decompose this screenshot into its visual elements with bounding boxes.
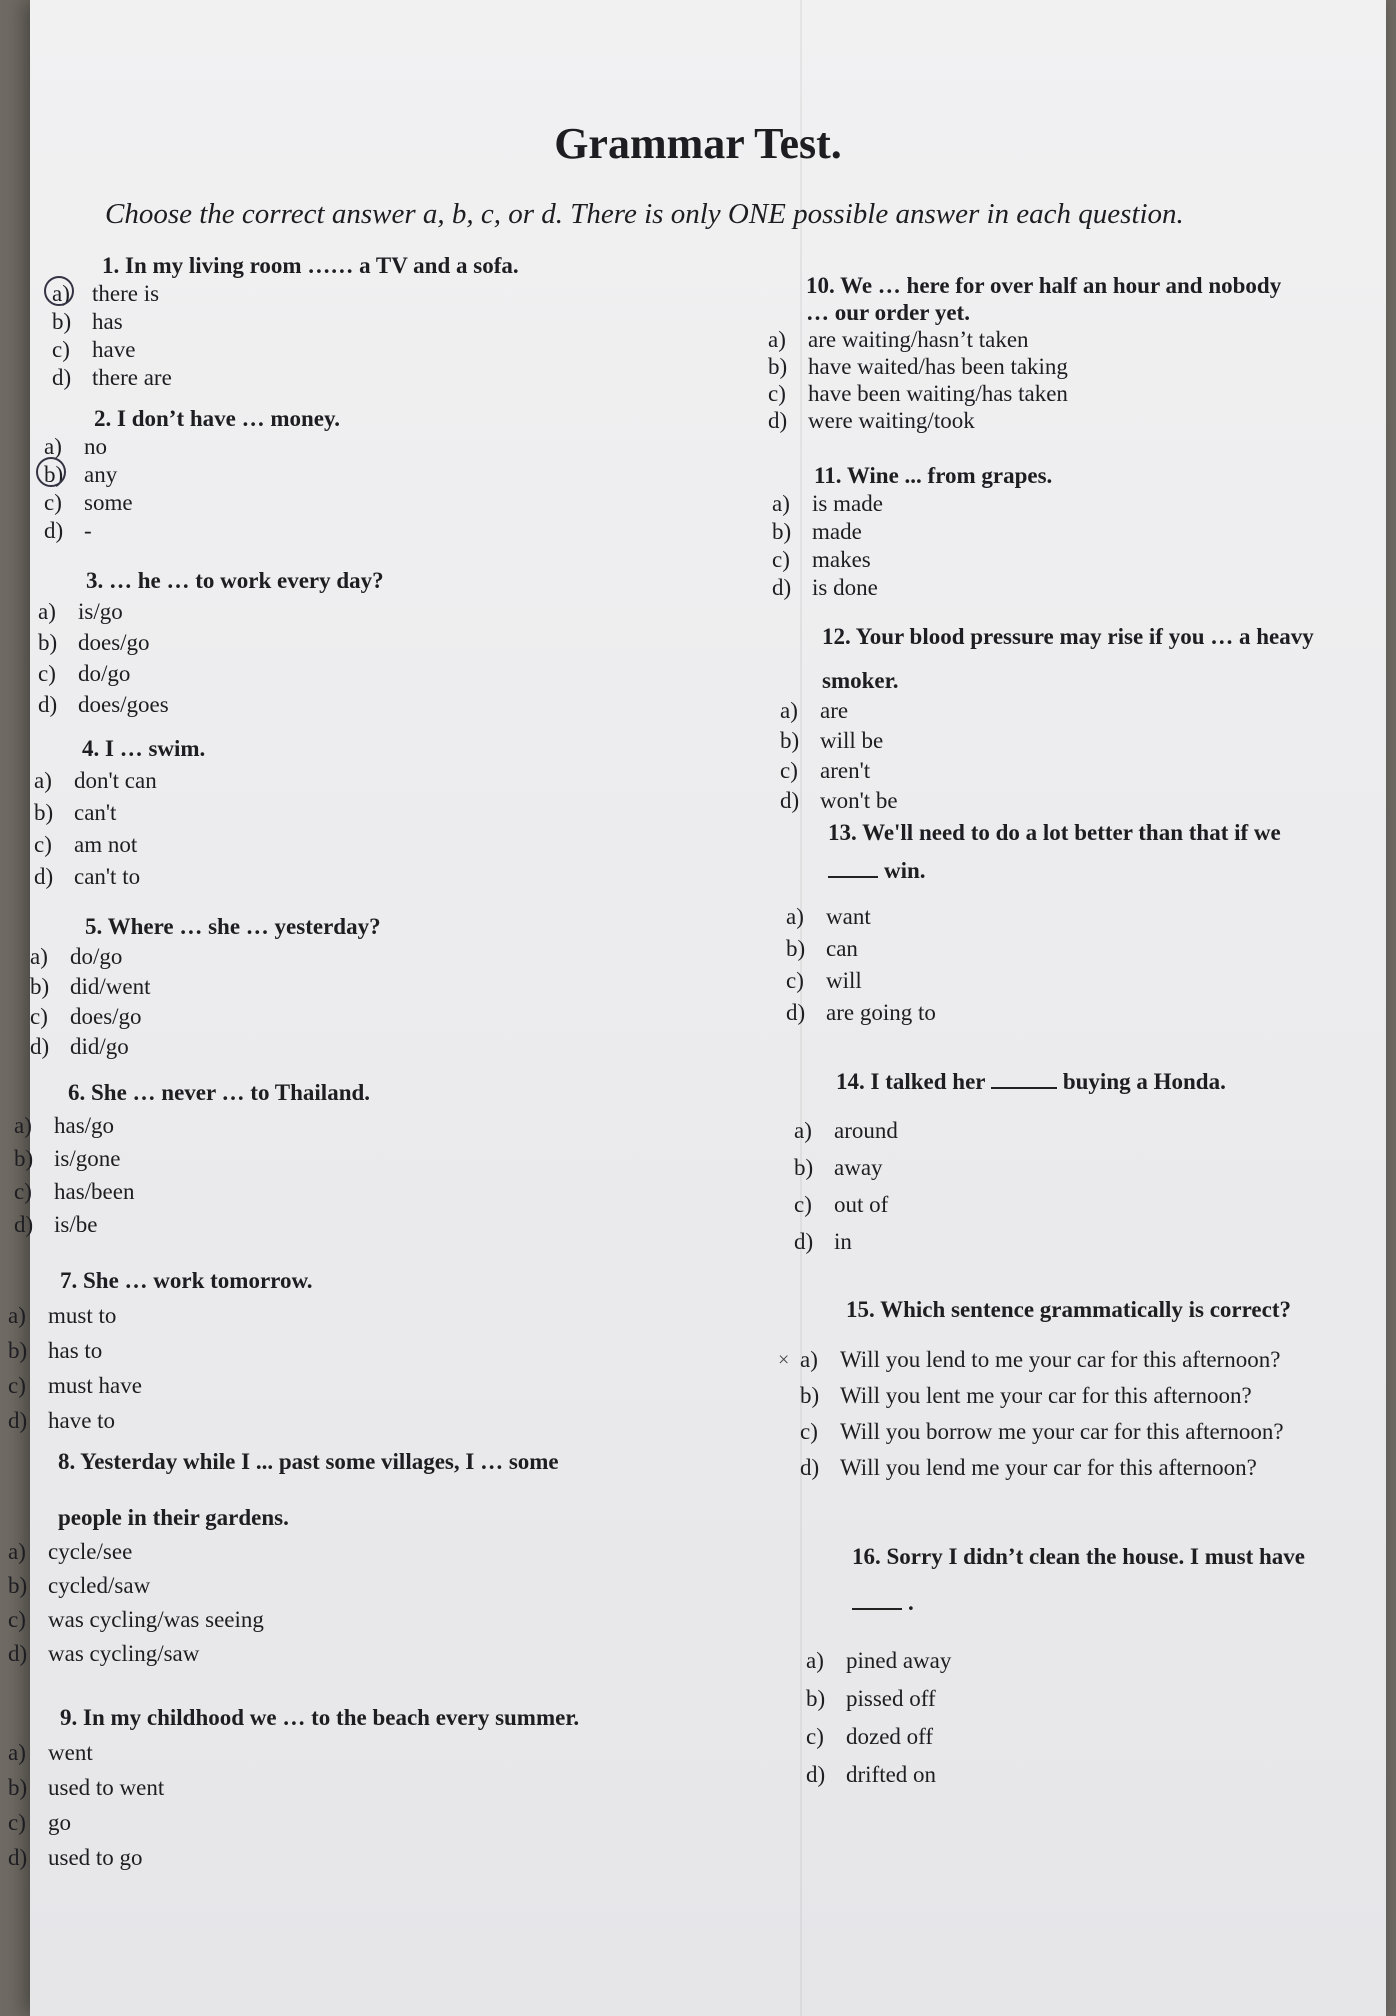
option-d[interactable]: d) can't to — [34, 864, 141, 889]
option-c[interactable]: c) out of — [794, 1192, 889, 1217]
question-stem: 2. I don’t have … money. — [94, 406, 340, 431]
question-stem: 9. In my childhood we … to the beach every summer. — [60, 1705, 580, 1730]
question-stem: 15. Which sentence grammatically is correct? — [846, 1297, 1291, 1322]
option-a[interactable]: a) is made — [772, 491, 883, 516]
option-d[interactable]: d) drifted on — [806, 1762, 937, 1787]
option-b[interactable]: b) have waited/has been taking — [768, 354, 1068, 379]
question-stem: 13. We'll need to do a lot better than that if we — [828, 820, 1281, 845]
option-a[interactable]: a) do/go — [30, 944, 123, 969]
question-stem: 1. In my living room …… a TV and a sofa. — [102, 253, 519, 278]
option-c[interactable]: c) do/go — [38, 661, 131, 686]
option-d[interactable]: d) used to go — [8, 1845, 143, 1870]
question-stem: 16. Sorry I didn’t clean the house. I must have — [852, 1544, 1306, 1569]
option-c[interactable]: c) makes — [772, 547, 871, 572]
option-c[interactable]: c) have been waiting/has taken — [768, 381, 1068, 406]
option-c[interactable]: c) Will you borrow me your car for this afternoon? — [800, 1419, 1284, 1444]
question-stem-cont: people in their gardens. — [58, 1505, 289, 1530]
question-stem: 12. Your blood pressure may rise if you … a heavy — [822, 624, 1314, 649]
question-stem-cont: . — [852, 1584, 1305, 1622]
option-d[interactable]: d) are going to — [786, 1000, 936, 1025]
option-c[interactable]: c) does/go — [30, 1004, 142, 1029]
option-b[interactable]: b) does/go — [38, 630, 150, 655]
option-c[interactable]: c) am not — [34, 832, 138, 857]
option-b[interactable]: b) Will you lent me your car for this afternoon? — [800, 1383, 1252, 1408]
option-d[interactable]: d) won't be — [780, 788, 898, 813]
option-d[interactable]: d) there are — [52, 365, 172, 390]
option-b[interactable]: b) away — [794, 1155, 883, 1180]
circle-mark: a) — [52, 280, 92, 308]
question-stem: 14. I talked her buying a Honda. — [836, 1069, 1226, 1094]
option-d[interactable]: d) did/go — [30, 1034, 129, 1059]
question-stem-cont: smoker. — [822, 668, 899, 693]
question-stem: 6. She … never … to Thailand. — [68, 1080, 371, 1105]
option-c[interactable]: c) have — [52, 337, 136, 362]
option-d[interactable]: d) Will you lend me your car for this afternoon? — [800, 1455, 1257, 1480]
question-14 — [794, 1063, 1226, 1260]
question-11 — [772, 462, 1052, 602]
question-4 — [34, 733, 205, 893]
question-5 — [30, 912, 381, 1062]
option-d[interactable]: d) were waiting/took — [768, 408, 975, 433]
option-c[interactable]: c) has/been — [14, 1179, 135, 1204]
option-d[interactable]: d) - — [44, 518, 92, 543]
option-a[interactable]: a) don't can — [34, 768, 157, 793]
option-c[interactable]: c) go — [8, 1810, 71, 1835]
question-stem: 5. Where … she … yesterday? — [85, 914, 381, 939]
question-stem: 11. Wine ... from grapes. — [814, 463, 1053, 488]
question-15 — [778, 1292, 1291, 1486]
answer-blank — [852, 1608, 902, 1610]
option-c[interactable]: c) must have — [8, 1373, 142, 1398]
instructions: Choose the correct answer a, b, c, or d. There is only ONE possible answer in each question. — [105, 198, 1184, 230]
option-a[interactable]: a) cycle/see — [8, 1539, 133, 1564]
option-d[interactable]: d) in — [794, 1229, 852, 1254]
option-b[interactable]: b) has to — [8, 1338, 103, 1363]
option-d[interactable]: d) was cycling/saw — [8, 1641, 200, 1666]
option-a[interactable]: a) is/go — [38, 599, 123, 624]
option-b[interactable]: b) pissed off — [806, 1686, 936, 1711]
option-a[interactable]: a) are — [780, 698, 849, 723]
page-title: Grammar Test. — [554, 119, 842, 168]
option-a[interactable]: a) want — [786, 904, 871, 929]
circle-mark: b) — [44, 461, 84, 489]
option-d[interactable]: d) does/goes — [38, 692, 169, 717]
question-3 — [38, 565, 384, 720]
option-c[interactable]: c) will — [786, 968, 862, 993]
option-b[interactable]: b) cycled/saw — [8, 1573, 151, 1598]
option-a[interactable]: a) pined away — [806, 1648, 952, 1673]
question-8 — [8, 1445, 559, 1671]
option-a[interactable]: a) no — [44, 434, 107, 459]
question-stem: 4. I … swim. — [82, 736, 206, 761]
option-c[interactable]: c) dozed off — [806, 1724, 934, 1749]
option-b[interactable]: b) used to went — [8, 1775, 165, 1800]
option-c[interactable]: c) some — [44, 490, 133, 515]
question-stem: 7. She … work tomorrow. — [60, 1268, 313, 1293]
option-a[interactable]: a) there is — [52, 281, 160, 306]
question-10 — [768, 272, 1281, 434]
question-2 — [44, 405, 340, 545]
option-b[interactable]: b) can — [786, 936, 858, 961]
question-7 — [8, 1263, 313, 1438]
option-a[interactable]: a) are waiting/hasn’t taken — [768, 327, 1029, 352]
option-b[interactable]: b) did/went — [30, 974, 151, 999]
question-1 — [52, 252, 519, 392]
option-a[interactable]: × a) Will you lend to me your car for this afternoon? — [800, 1342, 1291, 1378]
option-b[interactable]: b) made — [772, 519, 862, 544]
option-a[interactable]: a) went — [8, 1740, 93, 1765]
question-12 — [780, 622, 1314, 816]
option-a[interactable]: a) must to — [8, 1303, 117, 1328]
question-16 — [806, 1538, 1305, 1794]
option-c[interactable]: c) aren't — [780, 758, 871, 783]
question-stem: 8. Yesterday while I ... past some villages, I … some — [58, 1449, 559, 1474]
option-b[interactable]: b) will be — [780, 728, 884, 753]
question-stem-cont: … our order yet. — [806, 300, 970, 325]
question-stem-cont: win. — [828, 855, 1281, 887]
option-b[interactable]: b) is/gone — [14, 1146, 121, 1171]
option-b[interactable]: b) has — [52, 309, 123, 334]
option-b[interactable]: b) any — [44, 462, 118, 487]
option-a[interactable]: a) has/go — [14, 1113, 115, 1138]
option-d[interactable]: d) is/be — [14, 1212, 98, 1237]
option-d[interactable]: d) is done — [772, 575, 878, 600]
answer-blank — [991, 1087, 1057, 1089]
option-c[interactable]: c) was cycling/was seeing — [8, 1607, 264, 1632]
question-9 — [8, 1700, 579, 1875]
question-6 — [14, 1076, 370, 1241]
answer-blank — [828, 876, 878, 878]
cross-mark: × — [778, 1349, 790, 1371]
option-d[interactable]: d) have to — [8, 1408, 116, 1433]
question-stem: 10. We … here for over half an hour and nobody — [806, 273, 1282, 298]
question-13 — [786, 817, 1281, 1029]
question-stem: 3. … he … to work every day? — [86, 568, 384, 593]
option-b[interactable]: b) can't — [34, 800, 117, 825]
option-a[interactable]: a) around — [794, 1118, 898, 1143]
